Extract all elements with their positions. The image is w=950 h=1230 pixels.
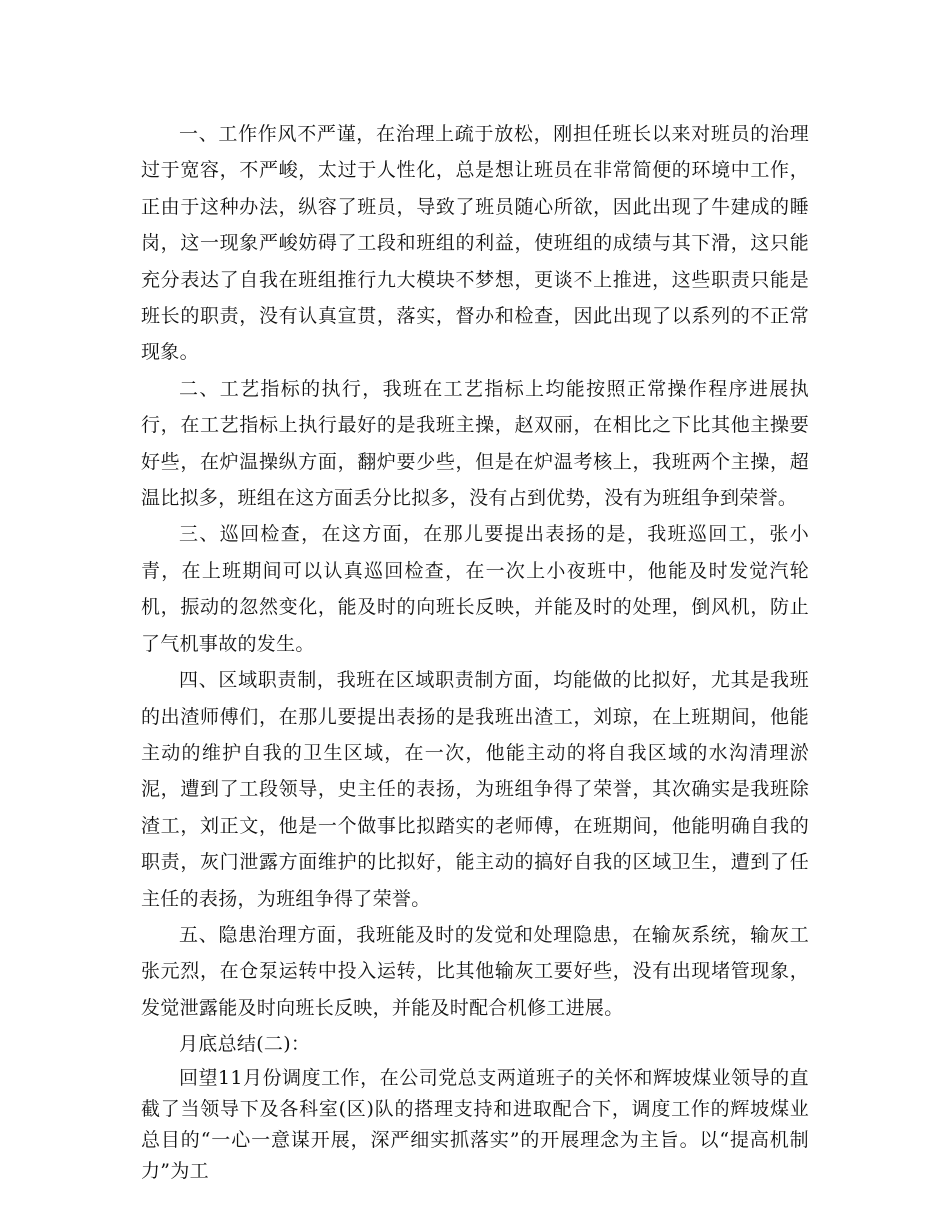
- section-heading: 月底总结(二)：: [179, 1033, 311, 1056]
- document-body: [141, 116, 809, 1187]
- paragraph-3: 三、巡回检查，在这方面，在那儿要提出表扬的是，我班巡回工，张小青，在上班期间可以认真巡回检查，在一次上小夜班中，他能及时发觉汽轮机，振动的忽然变化，能及时的向班长反映，并能及时的处理，倒风机，防止了气机事故的发生。: [141, 523, 809, 655]
- paragraph-4: 四、区域职责制，我班在区域职责制方面，均能做的比拟好，尤其是我班的出渣师傅们，在那儿要提出表扬的是我班出渣工，刘琼，在上班期间，他能主动的维护自我的卫生区域，在一次，他能主动的将自我区域的水沟清理淤泥，遭到了工段领导，史主任的表扬，为班组争得了荣誉，其次确实是我班除渣工，刘正文，他是一个做事比拟踏实的老师傅，在班期间，他能明确自我的职责，灰门泄露方面维护的比拟好，能主动的搞好自我的区域卫生，遭到了任主任的表扬，为班组争得了荣誉。: [141, 669, 809, 910]
- paragraph-5: 五、隐患治理方面，我班能及时的发觉和处理隐患，在输灰系统，输灰工张元烈，在仓泵运转中投入运转，比其他输灰工要好些，没有出现堵管现象，发觉泄露能及时向班长反映，并能及时配合机修工进展。: [141, 923, 809, 1019]
- closing-paragraph: 回望11月份调度工作，在公司党总支两道班子的关怀和辉坡煤业领导的直截了当领导下及各科室(区)队的搭理支持和进取配合下，调度工作的辉坡煤业总目的“一心一意谋开展，深严细实抓落实”的开展理念为主旨。以“提高机制力”为工: [141, 1066, 809, 1182]
- paragraph-1: 一、工作作风不严谨，在治理上疏于放松，刚担任班长以来对班员的治理过于宽容，不严峻，太过于人性化，总是想让班员在非常简便的环境中工作，正由于这种办法，纵容了班员，导致了班员随心所欲，因此出现了牛建成的睡岗，这一现象严峻妨碍了工段和班组的利益，使班组的成绩与其下滑，这只能充分表达了自我在班组推行九大模块不梦想，更谈不上推进，这些职责只能是班长的职责，没有认真宣贯，落实，督办和检查，因此出现了以系列的不正常现象。: [141, 123, 809, 364]
- paragraph-2: 二、工艺指标的执行，我班在工艺指标上均能按照正常操作程序进展执行，在工艺指标上执行最好的是我班主操，赵双丽，在相比之下比其他主操要好些，在炉温操纵方面，翻炉要少些，但是在炉温考核上，我班两个主操，超温比拟多，班组在这方面丢分比拟多，没有占到优势，没有为班组争到荣誉。: [141, 377, 809, 510]
